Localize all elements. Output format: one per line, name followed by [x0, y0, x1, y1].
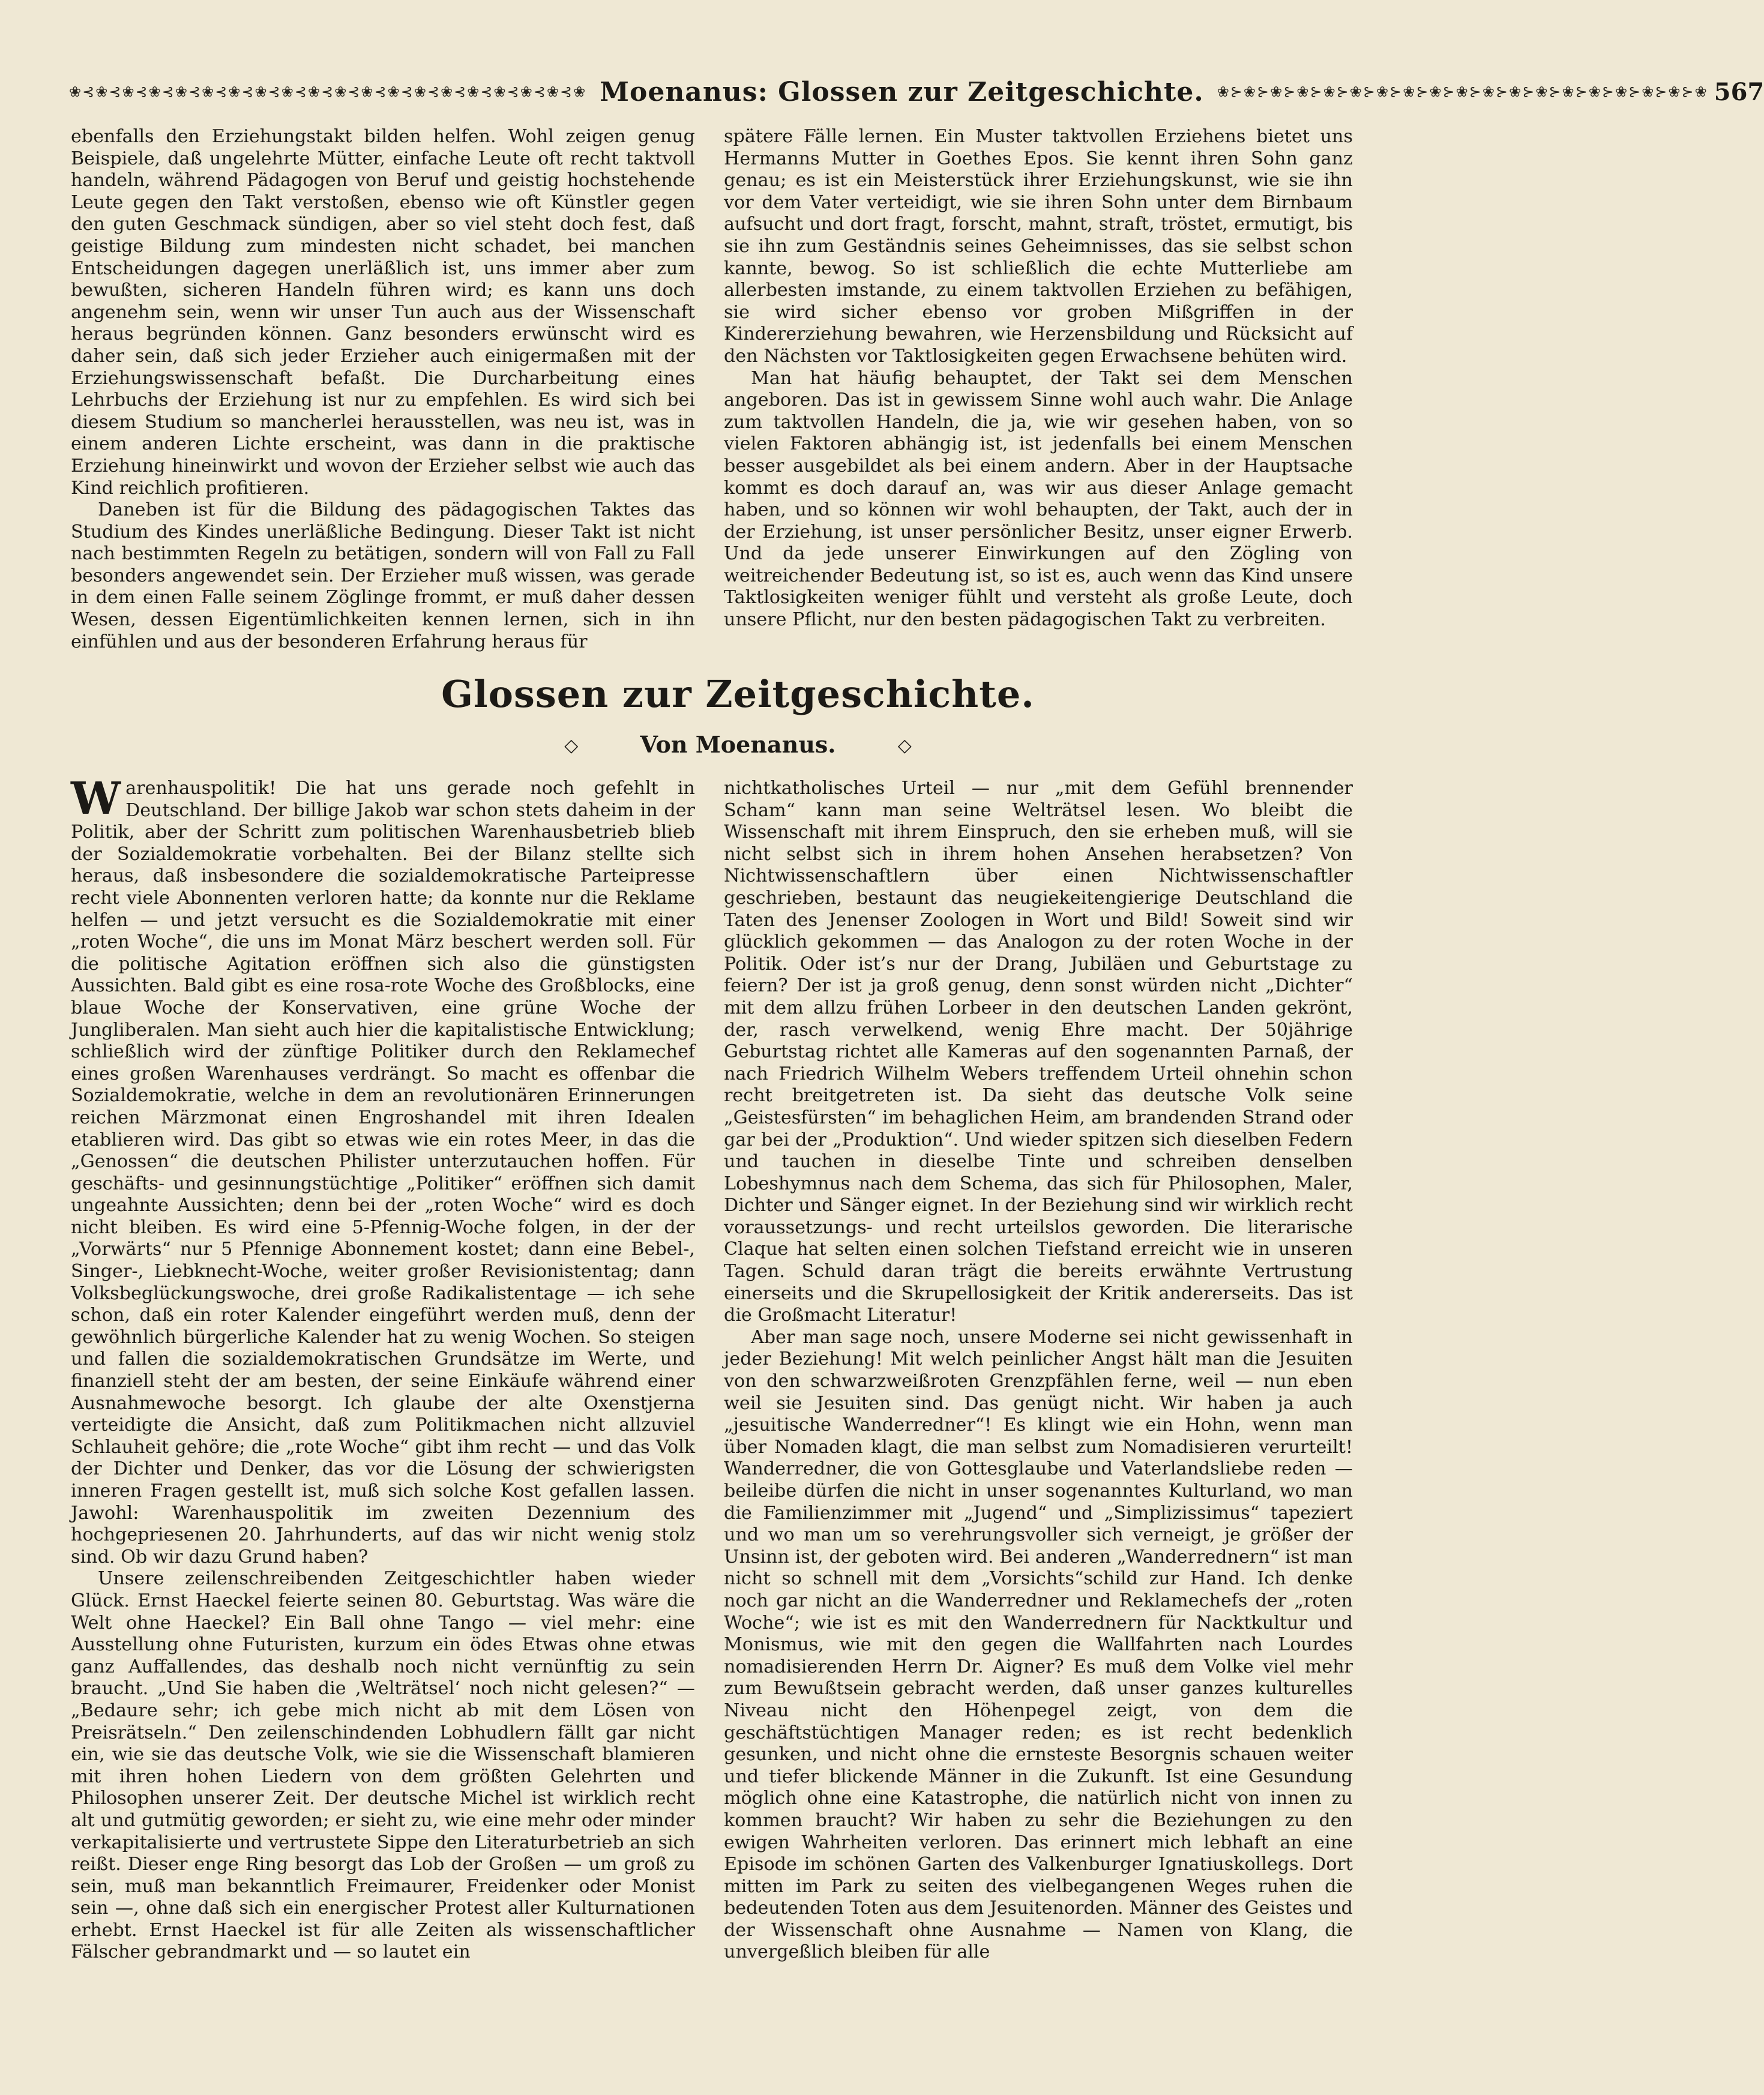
column-bottom-left — [71, 773, 695, 1964]
paragraph: Unsere zeilenschreibenden Zeitgeschichtler haben wieder Glück. Ernst Haeckel feierte seinen 80. Geburtstag. Was wäre die Welt ohne Haeckel? Ein Ball ohne Tango — viel mehr: eine Ausstellung ohne Futuristen, kurzum ein ödes Etwas ohne etwas ganz Auffallendes, das deshalb noch nicht vernünftig zu sein braucht. „Und Sie haben die ‚Welträtsel‘ noch nicht gelesen?“ — „Bedaure sehr; ich gebe mich nicht ab mit dem Lösen von Preisrätseln.“ Den zeilenschindenden Lobhudlern fällt gar nicht ein, wie sie das deutsche Volk, wie sie die Wissenschaft blamieren mit ihren hohen Liedern von dem größten Gelehrten und Philosophen unserer Zeit. Der deutsche Michel ist wirklich recht alt und gutmütig geworden; er sieht zu, wie eine mehr oder minder verkapitalisierte und vertrustete Sippe den Literaturbetrieb an sich reißt. Dieser enge Ring besorgt das Lob der Großen — um groß zu sein, muß man bekanntlich Freimaurer, Freidenker oder Monist sein —, ohne daß sich ein energischer Protest aller Kulturnationen erhebt. Ernst Haeckel ist für alle Zeiten als wissenschaftlicher Fälscher gebrandmarkt und — so lautet ein — [71, 1568, 695, 1963]
header-ornament-left: ❀⊰❀⊰❀⊰❀⊰❀⊰❀⊰❀⊰❀⊰❀⊰❀⊰❀⊰❀⊰❀⊰❀⊰❀⊰❀⊰❀⊰❀⊰❀⊰❀ — [69, 83, 587, 100]
paragraph: Aber man sage noch, unsere Moderne sei nicht gewissenhaft in jeder Beziehung! Mit welch peinlicher Angst hält man die Jesuiten von den schwarzweißroten Grenzpfählen ferne, weil — nun eben weil sie Jesuiten sind. Das genügt nicht. Wir haben ja auch „jesuitische Wanderredner“! Es klingt wie ein Hohn, wenn man über Nomaden klagt, die man selbst zum Nomadisieren verurteilt! Wanderredner, die von Gottesglaube und Vaterlandsliebe reden — beileibe dürfen die nicht in unser sogenanntes Kulturland, wo man die Familienzimmer mit „Jugend“ und „Simplizissimus“ tapeziert und wo man um so verehrungsvoller sich verneigt, je größer der Unsinn ist, der geboten wird. Bei anderen „Wanderrednern“ ist man nicht so schnell mit dem „Vorsichts“schild zur Hand. Ich denke noch gar nicht an die Wanderredner und Reklamechefs der „roten Woche“; wie ist es mit den Wanderrednern für Nacktkultur und Monismus, wie mit den gegen die Wallfahrten nach Lourdes nomadisierenden Herrn Dr. Aigner? Es muß dem Volke viel mehr zum Bewußtsein gebracht werden, daß unser ganzes kulturelles Niveau nicht den Höhenpegel zeigt, von dem die geschäftstüchtigen Manager reden; es ist recht bedenklich gesunken, und nicht ohne die ernsteste Besorgnis schauen weiter und tiefer blickende Männer in die Zukunft. Ist eine Gesundung möglich ohne eine Katastrophe, die natürlich nicht von innen zu kommen braucht? Wir haben zu sehr die Beziehungen zu den ewigen Wahrheiten verloren. Das erinnert mich lebhaft an eine Episode im schönen Garten des Valkenburger Ignatiuskollegs. Dort mitten im Park zu seiten des vielbegangenen Weges ruhen die bedeutenden Toten aus dem Jesuitenorden. Männer des Geistes und der Wissenschaft ohne Ausnahme — Namen von Klang, die unvergeßlich bleiben für alle — [724, 1326, 1353, 1963]
running-header — [69, 71, 1764, 113]
column-top-right — [724, 126, 1353, 631]
paragraph — [71, 773, 695, 1568]
paragraph: Man hat häufig behauptet, der Takt sei dem Menschen angeboren. Das ist in gewissem Sinne wohl auch wahr. Die Anlage zum taktvollen Handeln, die ja, wie wir gesehen haben, von so vielen Faktoren abhängig ist, ist jedenfalls bei einem Menschen besser ausgebildet als bei einem andern. Aber in der Hauptsache kommt es doch darauf an, was wir aus dieser Anlage gemacht haben, und so können wir wohl behaupten, der Takt, auch der in der Erziehung, ist unser persönlicher Besitz, unser eigner Erwerb. Und da jede unserer Einwirkungen auf den Zögling von weitreichender Bedeutung ist, so ist es, auch wenn das Kind unsere Taktlosigkeiten weniger fühlt und versteht als große Leute, doch unsere Pflicht, nur den besten pädagogischen Takt zu verbreiten. — [724, 367, 1353, 631]
column-bottom-right — [724, 778, 1353, 1964]
byline — [0, 731, 1476, 758]
paragraph-text: arenhauspolitik! Die hat uns gerade noch gefehlt in Deutschland. Der billige Jakob war schon stets daheim in der Politik, aber der Schritt zum politischen Warenhausbetrieb blieb der Sozialdemokratie vorbehalten. Bei der Bilanz stellte sich heraus, daß insbesondere die sozialdemokratische Parteipresse recht viele Abonnenten verloren hatte; da konnte nur die Reklame helfen — und jetzt versucht es die Sozialdemokratie mit einer „roten Woche“, die uns im Monat März beschert werden soll. Für die politische Agitation eröffnen sich also die günstigsten Aussichten. Bald gibt es eine rosa-rote Woche des Großblocks, eine blaue Woche der Konservativen, eine grüne Woche der Jungliberalen. Man sieht auch hier die kapitalistische Entwicklung; schließlich wird der zünftige Politiker durch den Reklamechef eines großen Warenhauses verdrängt. So macht es offenbar die Sozialdemokratie, welche in dem an revolutionären Erinnerungen reichen Märzmonat einen Engroshandel mit ihren Idealen etablieren wird. Das gibt so etwas wie ein rotes Meer, in das die „Genossen“ die deutschen Philister unterzutauchen hoffen. Für geschäfts- und gesinnungstüchtige „Politiker“ eröffnen sich damit ungeahnte Aussichten; denn bei der „roten Woche“ wird es doch nicht bleiben. Es wird eine 5-Pfennig-Woche folgen, in der der „Vorwärts“ nur 5 Pfennige Abonnement kostet; dann eine Bebel-, Singer-, Liebknecht-Woche, weiter großer Revisionistentag; dann Volksbeglückungswoche, drei große Radikalistentage — ich sehe schon, daß ein roter Kalender eingeführt werden muß, denn der gewöhnlich bürgerliche Kalender hat zu wenig Wochen. So steigen und fallen die sozialdemokratischen Grundsätze im Werte, und finanziell steht der am besten, der seine Einkäufe während einer Ausnahmewoche besorgt. Ich glaube der alte Oxenstjerna verteidigte die Ansicht, daß zum Politikmachen nicht allzuviel Schlauheit gehöre; die „rote Woche“ gibt ihm recht — und das Volk der Dichter und Denker, das vor die Lösung der schwierigsten inneren Fragen gestellt ist, muß sich solche Kost gefallen lassen. Jawohl: Warenhauspolitik im zweiten Dezennium des hochgepriesenen 20. Jahrhunderts, auf das wir nicht wenig stolz sind. Ob wir dazu Grund haben? — [71, 778, 695, 1567]
paragraph: ebenfalls den Erziehungstakt bilden helfen. Wohl zeigen genug Beispiele, daß ungelehrte Mütter, einfache Leute oft recht taktvoll handeln, während Pädagogen von Beruf und geistig hochstehende Leute gegen den Takt verstoßen, ebenso wie oft Künstler gegen den guten Geschmack sündigen, aber so viel steht doch fest, daß geistige Bildung zum mindesten nicht schadet, bei manchen Entscheidungen dagegen unerläßlich ist, uns immer aber zum bewußten, sicheren Handeln führen wird; es kann uns doch angenehm sein, wenn wir unser Tun auch aus der Wissenschaft heraus begründen können. Ganz besonders erwünscht wird es daher sein, daß sich jeder Erzieher auch einigermaßen mit der Erziehungswissenschaft befaßt. Die Durcharbeitung eines Lehrbuchs der Erziehung ist nur zu empfehlen. Es wird sich bei diesem Studium so mancherlei herausstellen, was neu ist, was in einem anderen Lichte erscheint, was dann in die praktische Erziehung hineinwirkt und wovon der Erzieher selbst wie auch das Kind reichlich profitieren. — [71, 126, 695, 499]
paragraph: Daneben ist für die Bildung des pädagogischen Taktes das Studium des Kindes unerläßliche Bedingung. Dieser Takt ist nicht nach bestimmten Regeln zu betätigen, sondern will von Fall zu Fall besonders angewendet sein. Der Erzieher muß wissen, was gerade in dem einen Falle seinem Zöglinge frommt, er muß daher dessen Wesen, dessen Eigentümlichkeiten kennen lernen, sich in ihn einfühlen und aus der besonderen Erfahrung heraus für — [71, 499, 695, 652]
diamond-ornament-left: ◇ — [564, 735, 579, 756]
byline-text: Von Moenanus. — [640, 731, 836, 758]
diamond-ornament-right: ◇ — [897, 735, 912, 756]
article-title: Glossen zur Zeitgeschichte. — [441, 672, 1035, 716]
column-top-left — [71, 126, 695, 653]
paragraph: spätere Fälle lernen. Ein Muster taktvollen Erziehens bietet uns Hermanns Mutter in Goethes Epos. Sie kennt ihren Sohn ganz genau; es ist ein Meisterstück ihrer Erziehungskunst, wie sie ihn vor dem Vater verteidigt, wie sie ihren Sohn unter dem Birnbaum aufsucht und dort fragt, forscht, mahnt, straft, tröstet, ermutigt, bis sie ihn zum Geständnis seines Geheimnisses, das sie selbst schon kannte, bewog. So ist schließlich die echte Mutterliebe am allerbesten imstande, zu einem taktvollen Erziehen zu befähigen, sie wird sicher ebenso vor groben Mißgriffen in der Kindererziehung bewahren, wie Herzensbildung und Rücksicht auf den Nächsten vor Taktlosigkeiten gegen Erwachsene behüten wird. — [724, 126, 1353, 367]
paragraph: nichtkatholisches Urteil — nur „mit dem Gefühl brennender Scham“ kann man seine Welträtsel lesen. Wo bleibt die Wissenschaft mit ihrem Einspruch, den sie erheben muß, will sie nicht selbst sich in ihrem hohen Ansehen herabsetzen? Von Nichtwissenschaftlern über einen Nichtwissenschaftler geschrieben, bestaunt das neugiekeitengierige Deutschland die Taten des Jenenser Zoologen in Wort und Bild! Soweit sind wir glücklich gekommen — das Analogon zu der roten Woche in der Politik. Oder ist’s nur der Drang, Jubiläen und Geburtstage zu feiern? Der ist ja groß genug, denn sonst würden nicht „Dichter“ mit dem allzu frühen Lorbeer in den deutschen Landen gekrönt, der, rasch verwelkend, wenig Ehre macht. Der 50jährige Geburtstag richtet alle Kameras auf den sogenannten Parnaß, der nach Friedrich Wilhelm Webers treffendem Urteil ohnehin schon recht breitgetreten ist. Da sieht das deutsche Volk seine „Geistesfürsten“ im behaglichen Heim, am brandenden Strand oder gar bei der „Produktion“. Und wieder spitzen sich dieselben Federn und tauchen in dieselbe Tinte und schreiben denselben Lobeshymnus nach dem Schema, das sich für Philosophen, Maler, Dichter und Sänger eignet. In der Beziehung sind wir wirklich recht voraussetzungs- und recht urteilslos geworden. Die literarische Claque hat selten einen solchen Tiefstand erreicht wie in unseren Tagen. Schuld daran trägt die bereits erwähnte Vertrustung einerseits und die Skrupellosigkeit der Kritik andererseits. Das ist die Großmacht Literatur! — [724, 778, 1353, 1326]
running-title: Moenanus: Glossen zur Zeitgeschichte. — [600, 76, 1204, 107]
header-ornament-right: ❀⊱❀⊱❀⊱❀⊱❀⊱❀⊱❀⊱❀⊱❀⊱❀⊱❀⊱❀⊱❀⊱❀⊱❀⊱❀⊱❀⊱❀⊱❀ — [1217, 83, 1708, 100]
page-number: 567 — [1714, 77, 1764, 106]
drop-cap: W — [71, 773, 121, 825]
